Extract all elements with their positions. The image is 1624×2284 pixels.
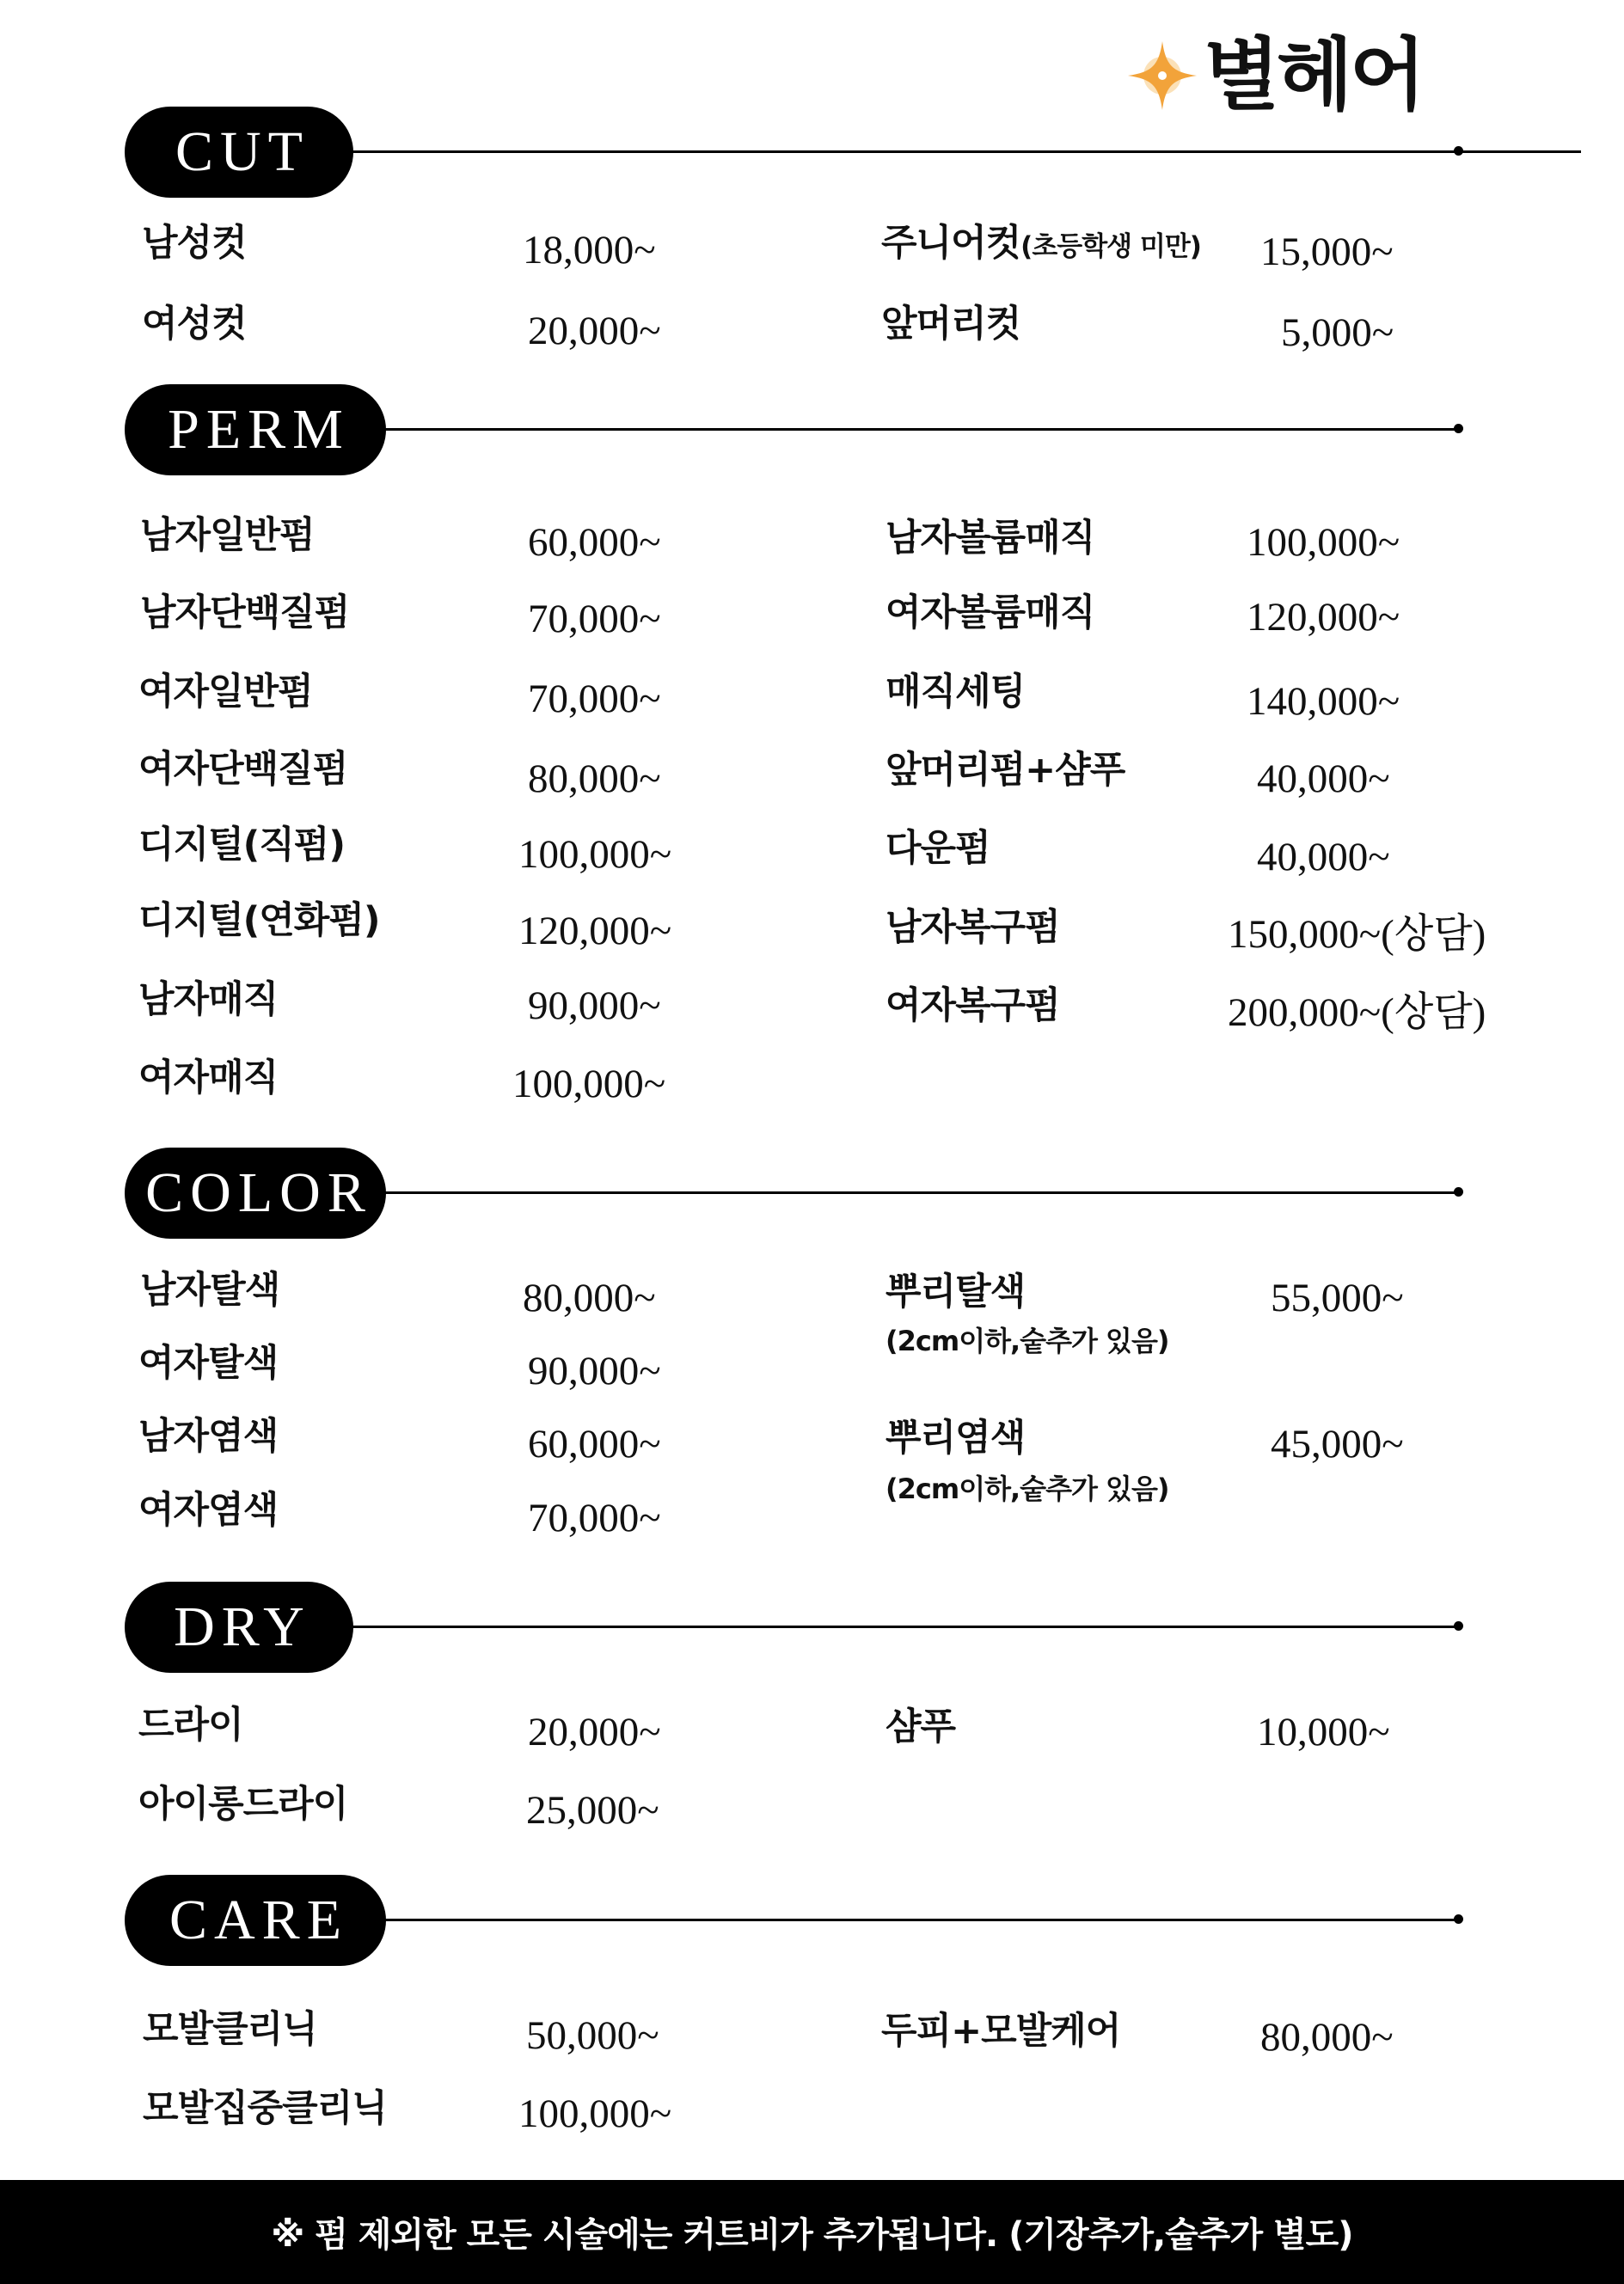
divider-line — [384, 1191, 1459, 1194]
menu-item-name: 여성컷 — [142, 303, 247, 346]
divider-dot — [1454, 1914, 1463, 1924]
section-title-color: COLOR — [125, 1148, 386, 1239]
menu-item-price: 18,000~ — [523, 228, 656, 272]
menu-item-price: 5,000~ — [1281, 310, 1394, 355]
menu-item-name: 남자매직 — [138, 978, 279, 1021]
menu-item-price: 50,000~ — [526, 2013, 659, 2058]
menu-item-price: 80,000~ — [523, 1276, 656, 1320]
section-title-care: CARE — [125, 1875, 386, 1966]
footer-notice-bar — [0, 2180, 1624, 2284]
divider-dot — [1454, 1187, 1463, 1197]
menu-item-name: 남자단백질펌 — [140, 591, 350, 634]
section-title-cut: CUT — [125, 107, 353, 198]
menu-item-name: 디지털(연화펌) — [138, 899, 380, 942]
menu-item-price: 15,000~ — [1260, 230, 1394, 274]
menu-item-name-main: 주니어컷 — [881, 222, 1021, 265]
menu-item-name: 남자일반펌 — [140, 514, 315, 557]
divider-line — [384, 428, 1459, 431]
menu-item-name: 앞머리펌+샴푸 — [886, 749, 1125, 792]
menu-item-name: 여자매직 — [138, 1056, 279, 1099]
menu-item-name: 매직세팅 — [886, 671, 1026, 713]
menu-item-name: 앞머리컷 — [881, 303, 1021, 346]
menu-item-price: 100,000~ — [512, 1062, 666, 1106]
menu-item-price: 80,000~ — [1260, 2015, 1394, 2060]
menu-item-name: 여자탈색 — [138, 1342, 279, 1385]
menu-item-price: 100,000~ — [518, 832, 672, 877]
menu-item-price: 25,000~ — [526, 1788, 659, 1833]
divider-line — [352, 150, 1581, 153]
menu-item-price: 10,000~ — [1257, 1710, 1390, 1754]
menu-item-price: 150,000~(상담) — [1228, 912, 1486, 957]
menu-item-name: 모발클리닉 — [143, 2008, 317, 2051]
menu-item-price: 60,000~ — [528, 1422, 661, 1467]
menu-item-name: 여자복구펌 — [886, 984, 1060, 1027]
menu-item-price: 20,000~ — [528, 1710, 661, 1754]
menu-item-price: 55,000~ — [1271, 1276, 1404, 1320]
menu-item-price: 100,000~ — [518, 2091, 672, 2136]
menu-item-price: 70,000~ — [528, 597, 661, 641]
menu-item-note: (2cm이하,숱추가 있음) — [886, 1473, 1169, 1505]
menu-item-name: 여자일반펌 — [138, 671, 313, 713]
brand-name: 별헤어 — [1204, 29, 1423, 121]
star-sparkle-icon — [1126, 40, 1198, 112]
footer-notice: ※ 펌 제외한 모든 시술에는 커트비가 추가됩니다. (기장추가,숱추가 별도) — [271, 2215, 1353, 2255]
menu-item-price: 20,000~ — [528, 309, 661, 353]
menu-item-price: 40,000~ — [1257, 835, 1390, 879]
menu-item-price: 45,000~ — [1271, 1422, 1404, 1467]
menu-item-price: 120,000~ — [518, 909, 672, 953]
divider-line — [352, 1626, 1461, 1628]
menu-item-name: 샴푸 — [886, 1705, 956, 1748]
divider-line — [384, 1919, 1459, 1921]
menu-item-name: 뿌리탈색 — [886, 1271, 1026, 1313]
menu-item-name: 뿌리염색 — [886, 1417, 1026, 1460]
section-title-perm: PERM — [125, 384, 386, 475]
divider-dot — [1454, 1621, 1463, 1631]
menu-item-price: 70,000~ — [528, 677, 661, 721]
menu-item-name: 디지털(직펌) — [138, 824, 345, 866]
menu-item-price: 90,000~ — [528, 983, 661, 1028]
menu-item-name-sub: (초등학생 미만) — [1020, 231, 1201, 262]
menu-item-price: 90,000~ — [528, 1349, 661, 1393]
menu-item-price: 60,000~ — [528, 520, 661, 565]
menu-item-price: 100,000~ — [1247, 520, 1400, 565]
menu-item-price: 120,000~ — [1247, 595, 1400, 640]
menu-item-name: 남자복구펌 — [886, 906, 1060, 949]
menu-item-price: 200,000~(상담) — [1228, 990, 1486, 1035]
menu-item-name: 남자탈색 — [140, 1269, 280, 1312]
menu-item-price: 80,000~ — [528, 756, 661, 801]
menu-item-name: 여자염색 — [138, 1489, 279, 1532]
menu-item-name: 두피+모발케어 — [881, 2010, 1121, 2053]
menu-item-name: 남성컷 — [142, 222, 247, 265]
menu-item-name: 여자단백질펌 — [138, 748, 348, 791]
divider-dot — [1454, 146, 1463, 156]
menu-item-name: 다운펌 — [886, 827, 990, 870]
menu-item-name: 드라이 — [138, 1704, 243, 1747]
menu-item-name: 남자염색 — [138, 1415, 279, 1458]
menu-item-price: 40,000~ — [1257, 756, 1390, 801]
menu-item-name: 모발집중클리닉 — [143, 2087, 387, 2130]
section-title-dry: DRY — [125, 1582, 353, 1673]
menu-item-name: 여자볼륨매직 — [886, 591, 1095, 634]
menu-item-name — [881, 222, 1201, 265]
menu-item-price: 70,000~ — [528, 1496, 661, 1540]
menu-item-price: 140,000~ — [1247, 679, 1400, 724]
divider-dot — [1454, 424, 1463, 433]
menu-item-name: 아이롱드라이 — [138, 1783, 348, 1826]
brand-logo — [1126, 29, 1423, 121]
menu-item-name: 남자볼륨매직 — [886, 517, 1095, 560]
menu-item-note: (2cm이하,숱추가 있음) — [886, 1325, 1169, 1357]
